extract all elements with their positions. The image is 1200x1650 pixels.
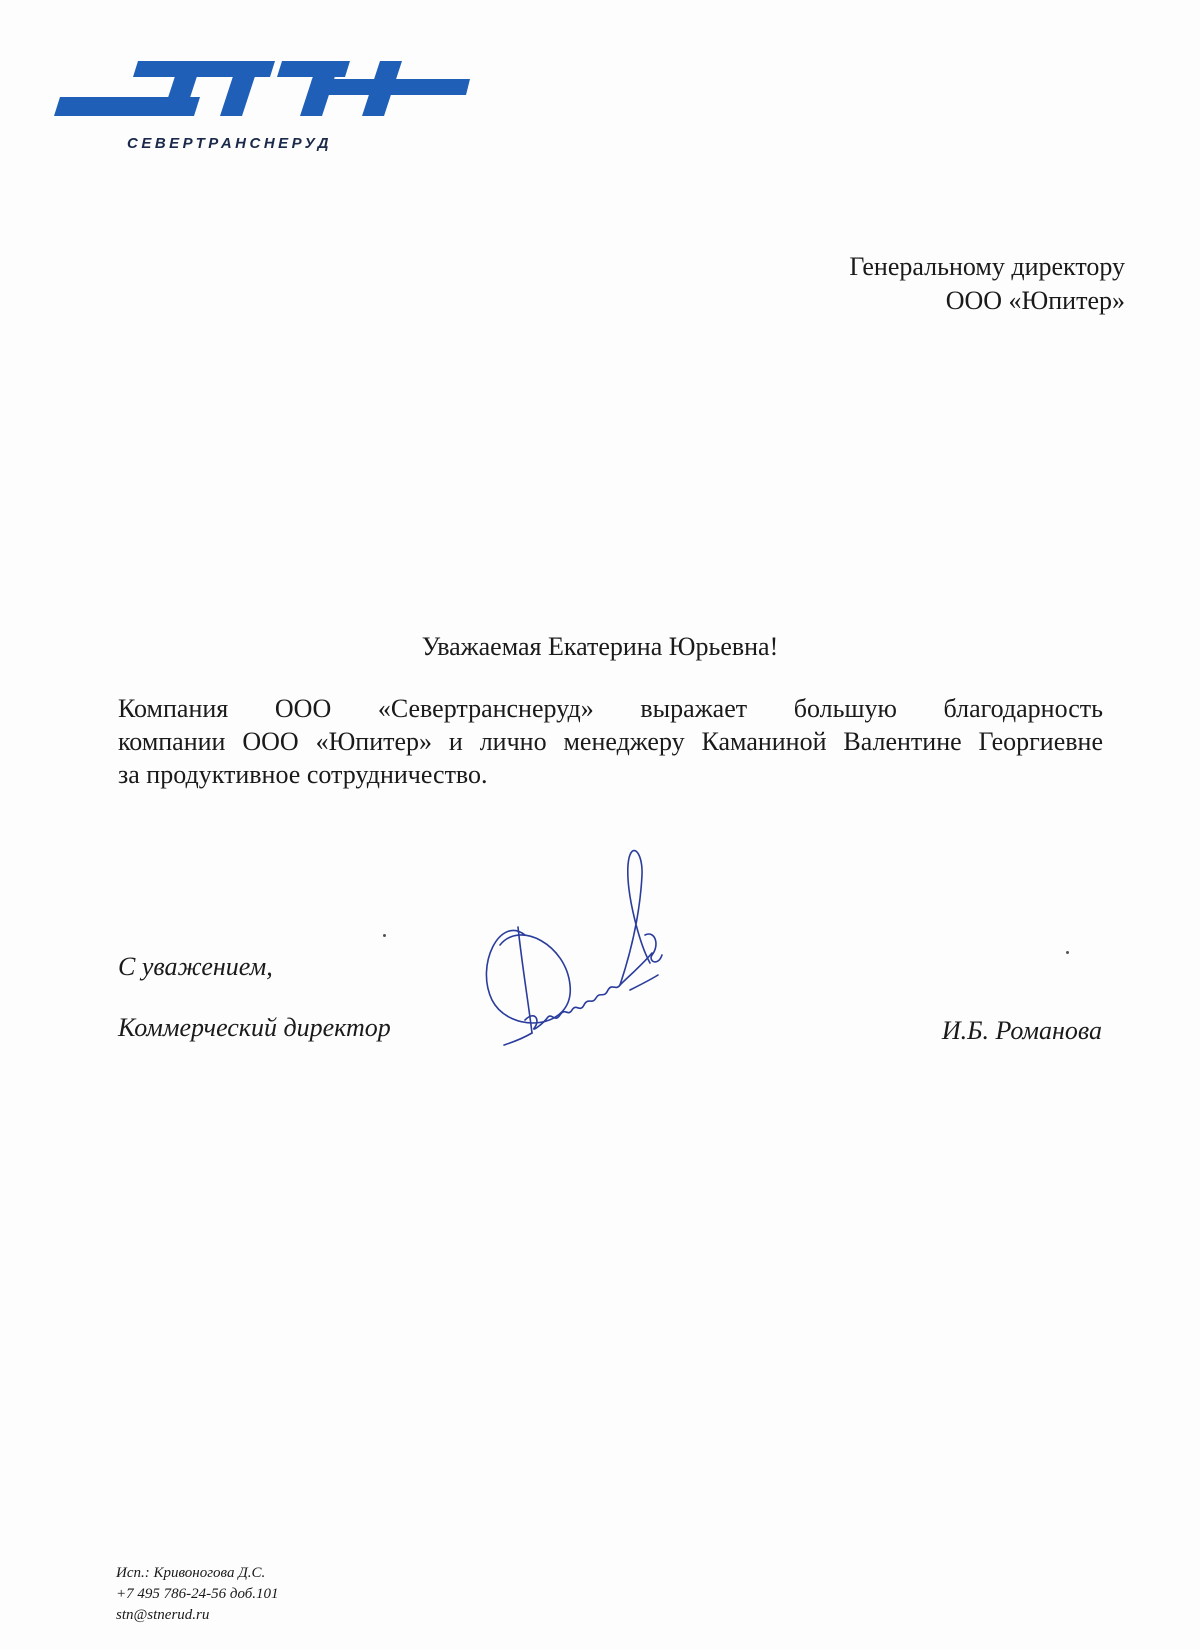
company-name: СЕВЕРТРАНСНЕРУД [127, 135, 333, 152]
scan-speck [383, 934, 386, 937]
company-logo [50, 55, 490, 165]
handwritten-signature-icon [480, 835, 710, 1080]
signer-position: Коммерческий директор [118, 1013, 391, 1042]
executor-phone: +7 495 786-24-56 доб.101 [116, 1586, 279, 1602]
addressee-title: Генеральному директору [849, 252, 1125, 281]
executor-footer [116, 1563, 279, 1626]
letter-body [118, 692, 1103, 791]
addressee-company: ООО «Юпитер» [945, 286, 1125, 315]
signer-name: И.Б. Романова [941, 1016, 1102, 1045]
body-line: Компания ООО «Севертранснеруд» выражает большую благодарность [118, 694, 1103, 723]
addressee-block [849, 250, 1125, 318]
salutation: Уважаемая Екатерина Юрьевна! [421, 632, 779, 661]
body-line: компании ООО «Юпитер» и лично менеджеру Каманиной Валентине Георгиевне [118, 727, 1103, 756]
scan-speck [1066, 951, 1069, 954]
closing-phrase: С уважением, [118, 952, 273, 981]
executor-name: Исп.: Кривоногова Д.С. [116, 1565, 266, 1581]
logo-mark-icon [50, 55, 490, 135]
body-line: за продуктивное сотрудничество. [118, 760, 488, 789]
executor-email: stn@stnerud.ru [116, 1607, 210, 1623]
